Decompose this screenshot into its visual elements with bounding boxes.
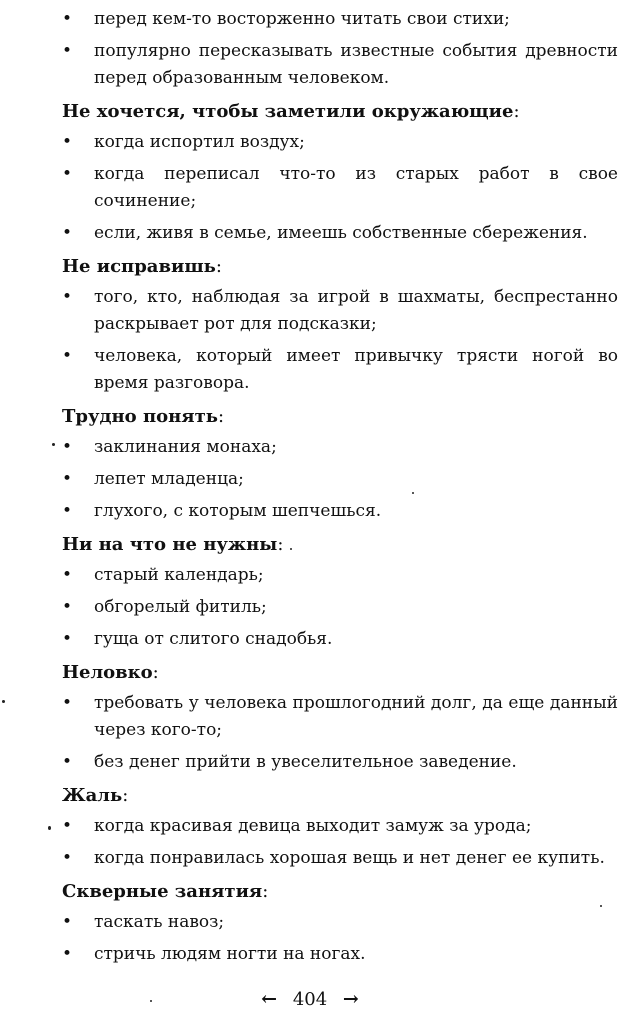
item-text: когда красивая девица выходит замуж за урода; [94,816,532,836]
list-item [62,466,618,493]
scan-speck [412,492,414,494]
bullet: • [62,597,73,617]
list-item [62,562,618,589]
item-text: когда понравилась хорошая вещь и нет денег ее купить. [94,848,605,868]
section-skvernye [62,878,618,968]
section-zhal [62,782,618,872]
section-heading: Ни на что не нужны: [62,534,284,555]
scan-speck [600,905,602,907]
scan-speck [52,443,55,446]
item-text: заклинания монаха; [94,437,277,457]
list-item [62,498,618,525]
bullet: • [62,752,73,772]
item-text: стричь людям ногти на ногах. [94,944,366,964]
bullet: • [62,41,73,61]
list-item [62,749,618,776]
item-text: требовать у человека прошлогодний долг, да еще данный через кого-то; [94,693,618,740]
scan-speck [2,700,5,703]
list-item [62,220,618,247]
section-heading: Трудно понять: [62,406,225,427]
item-text: человека, который имеет привычку трясти ногой во время разговора. [94,346,618,393]
list-item [62,161,618,215]
list-item [62,594,618,621]
section-heading: Не исправишь: [62,256,222,277]
list-item [62,434,618,461]
item-text: таскать навоз; [94,912,225,932]
section-ne-khochetsya [62,98,618,247]
item-text: старый календарь; [94,565,264,585]
bullet: • [62,944,73,964]
page-number: 404 [292,989,328,1010]
item-text: без денег прийти в увеселительное заведение. [94,752,517,772]
list-item [62,845,618,872]
section-heading: Неловко: [62,662,159,683]
bullet: • [62,469,73,489]
list-item [62,626,618,653]
section-heading: Жаль: [62,785,129,806]
list-item [62,284,618,338]
item-text: популярно пересказывать известные события древности перед образованным человеком. [94,41,618,88]
section-ni-na-chto [62,531,618,653]
item-text: если, живя в семье, имеешь собственные сбережения. [94,223,588,243]
bullet: • [62,346,73,366]
list-item [62,6,618,33]
item-text: когда испортил воздух; [94,132,305,152]
list-item [62,343,618,397]
list-item [62,813,618,840]
section-ne-ispravish [62,253,618,397]
item-text: обгорелый фитиль; [94,597,267,617]
list-item [62,690,618,744]
item-text: когда переписал что-то из старых работ в свое сочинение; [94,164,618,211]
bullet: • [62,629,73,649]
list-item [62,941,618,968]
bullet: • [62,223,73,243]
scan-speck [48,826,51,830]
section-heading: Не хочется, чтобы заметили окружающие: [62,101,520,122]
page-content [62,6,618,973]
bullet: • [62,501,73,521]
top-list [62,6,618,92]
bullet: • [62,565,73,585]
bullet: • [62,164,73,184]
bullet: • [62,9,73,29]
bullet: • [62,912,73,932]
left-arrow-icon: ← [261,988,278,1010]
bullet: • [62,816,73,836]
scan-speck [290,548,292,550]
right-arrow-icon: → [342,988,359,1010]
scan-speck [150,1000,152,1002]
section-trudno-ponyat [62,403,618,525]
page-footer [0,988,620,1011]
bullet: • [62,287,73,307]
list-item [62,129,618,156]
item-text: глухого, с которым шепчешься. [94,501,382,521]
bullet: • [62,693,73,713]
item-text: гуща от слитого снадобья. [94,629,333,649]
bullet: • [62,437,73,457]
item-text: того, кто, наблюдая за игрой в шахматы, беспрестанно раскрывает рот для подсказки; [94,287,618,334]
list-item [62,909,618,936]
bullet: • [62,132,73,152]
section-heading: Скверные занятия: [62,881,269,902]
item-text: перед кем-то восторженно читать свои стихи; [94,9,510,29]
bullet: • [62,848,73,868]
list-item [62,38,618,92]
item-text: лепет младенца; [94,469,244,489]
section-nelovko [62,659,618,776]
